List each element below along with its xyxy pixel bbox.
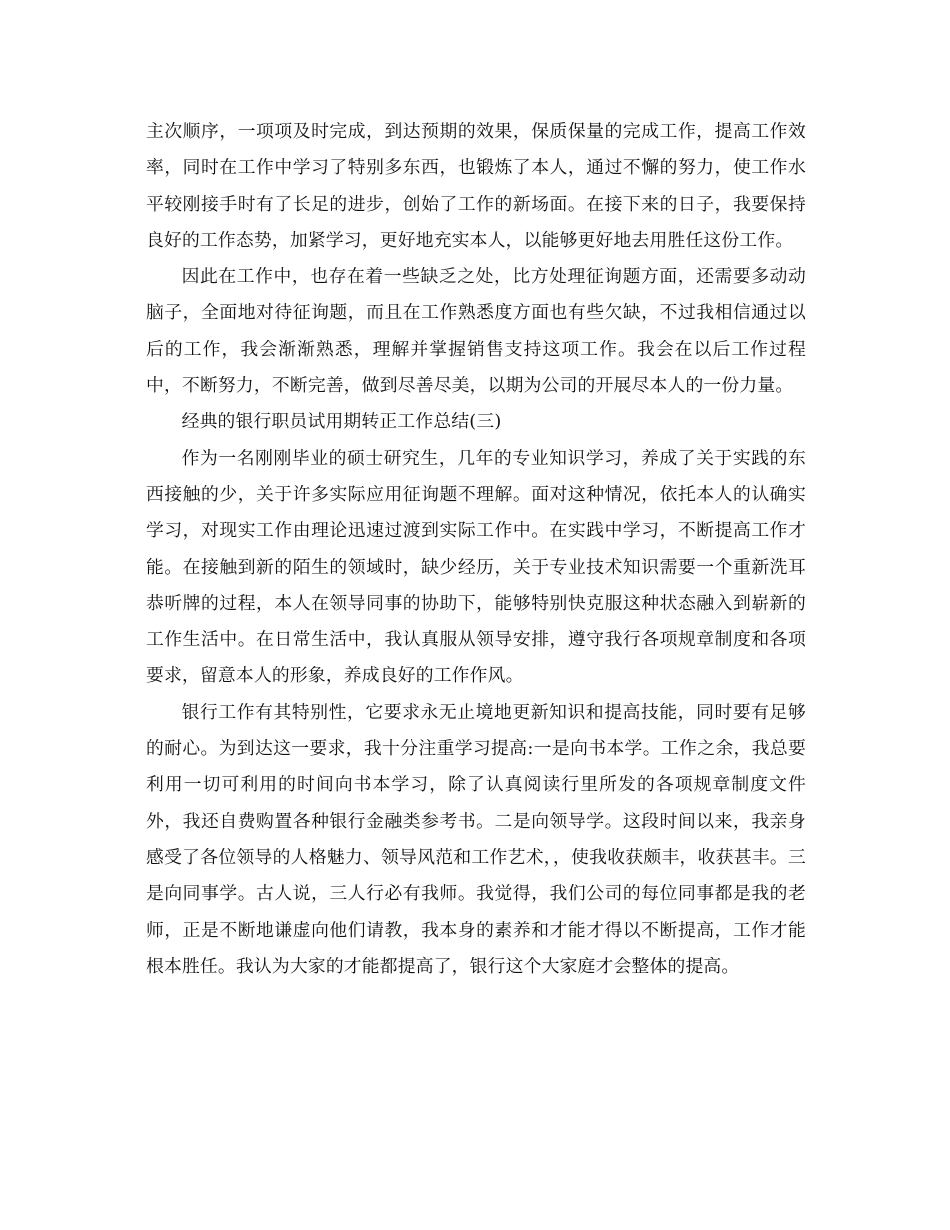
document-body	[146, 114, 806, 985]
paragraph-3: 作为一名刚刚毕业的硕士研究生，几年的专业知识学习，养成了关于实践的东西接触的少，关于许多实际应用征询题不理解。面对这种情况，依托本人的认确实学习，对现实工作由理论迅速过渡到实际工作中。在实践中学习，不断提高工作才能。在接触到新的陌生的领域时，缺少经历，关于专业技术知识需要一个重新洗耳恭听牌的过程，本人在领导同事的协助下，能够特别快克服这种状态融入到崭新的工作生活中。在日常生活中，我认真服从领导安排，遵守我行各项规章制度和各项要求，留意本人的形象，养成良好的工作作风。	[146, 447, 806, 687]
paragraph-2: 因此在工作中，也存在着一些缺乏之处，比方处理征询题方面，还需要多动动脑子，全面地对待征询题，而且在工作熟悉度方面也有些欠缺，不过我相信通过以后的工作，我会渐渐熟悉，理解并掌握销售支持这项工作。我会在以后工作过程中，不断努力，不断完善，做到尽善尽美，以期为公司的开展尽本人的一份力量。	[146, 266, 806, 397]
paragraph-4: 银行工作有其特别性，它要求永无止境地更新知识和提高技能，同时要有足够的耐心。为到达这一要求，我十分注重学习提高:一是向书本学。工作之余，我总要利用一切可利用的时间向书本学习，除了认真阅读行里所发的各项规章制度文件外，我还自费购置各种银行金融类参考书。二是向领导学。这段时间以来，我亲身感受了各位领导的人格魅力、领导风范和工作艺术，，使我收获颇丰，收获甚丰。三是向同事学。古人说，三人行必有我师。我觉得，我们公司的每位同事都是我的老师，正是不断地谦虚向他们请教，我本身的素养和才能才得以不断提高，工作才能根本胜任。我认为大家的才能都提高了，银行这个大家庭才会整体的提高。	[146, 701, 806, 977]
section-heading: 经典的银行职员试用期转正工作总结(三)	[181, 411, 502, 433]
paragraph-1: 主次顺序，一项项及时完成，到达预期的效果，保质保量的完成工作，提高工作效率，同时在工作中学习了特别多东西，也锻炼了本人，通过不懈的努力，使工作水平较刚接手时有了长足的进步，创始了工作的新场面。在接下来的日子，我要保持良好的工作态势，加紧学习，更好地充实本人，以能够更好地去用胜任这份工作。	[146, 121, 806, 251]
